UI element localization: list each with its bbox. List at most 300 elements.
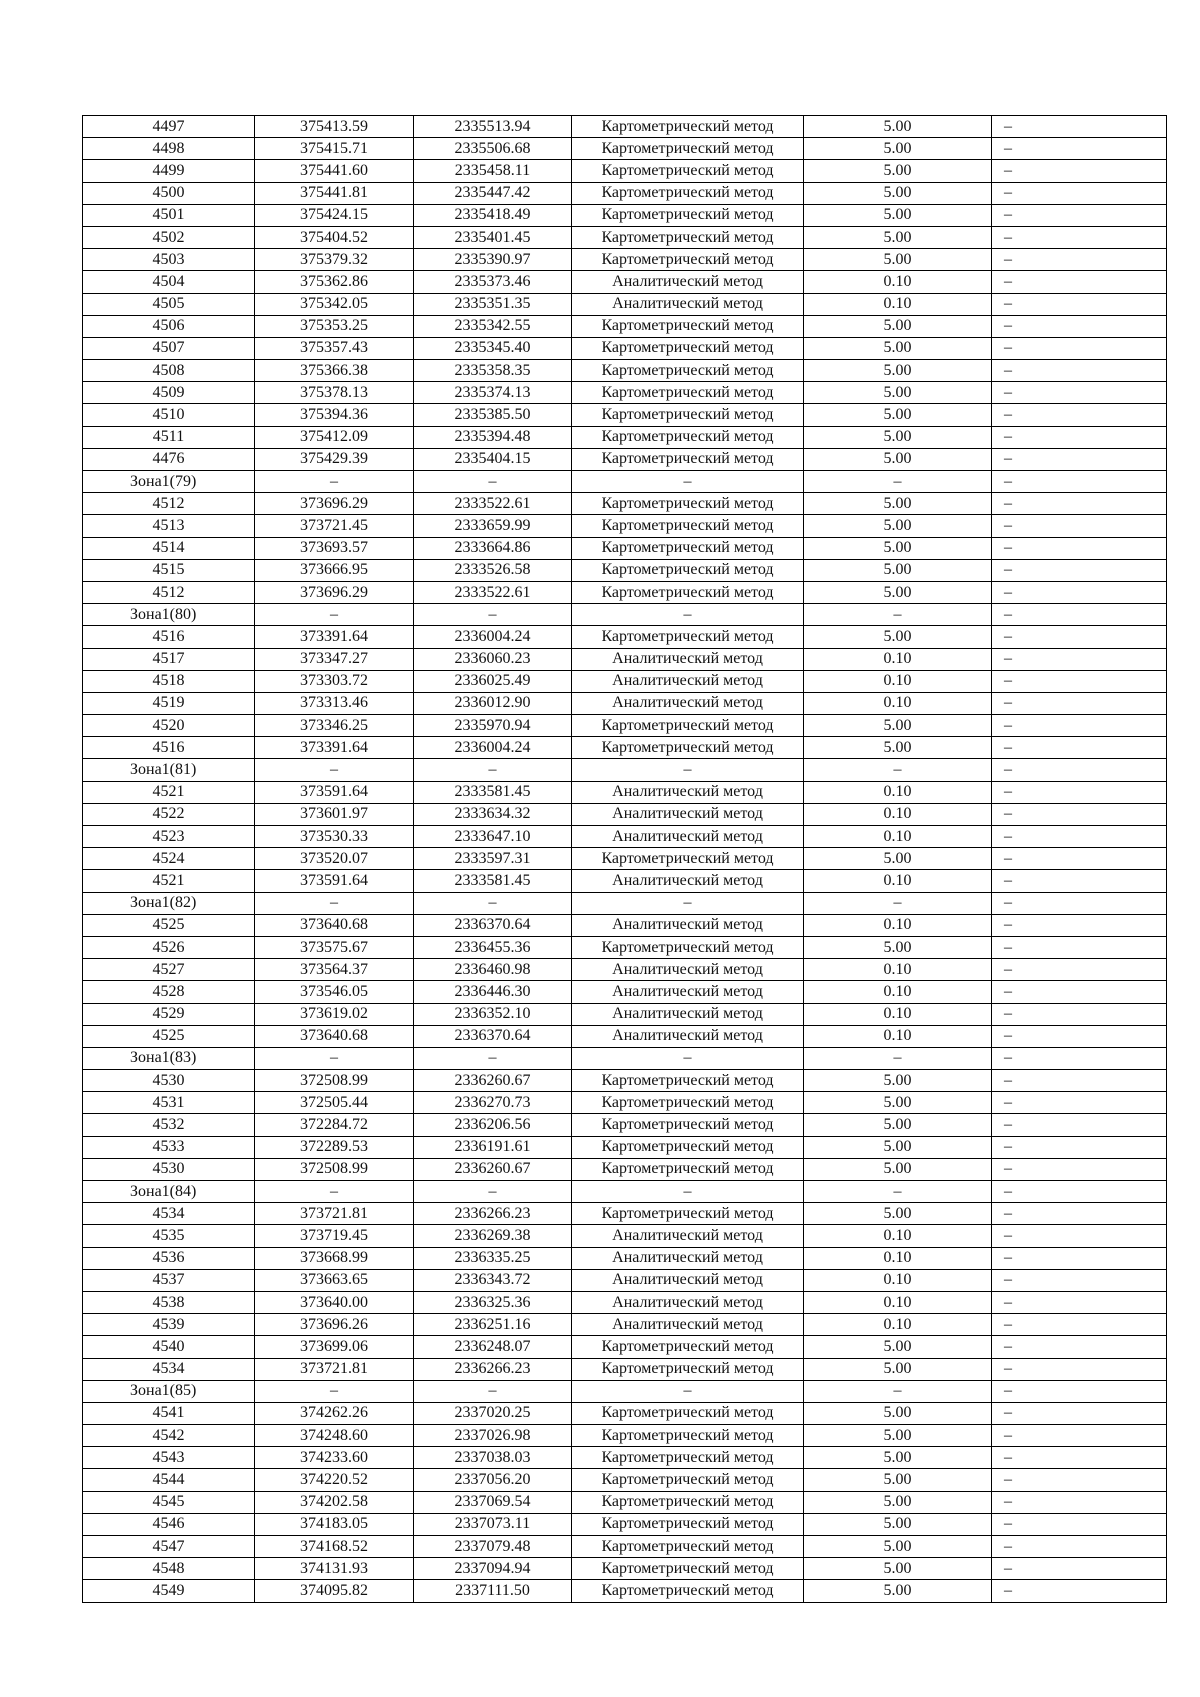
x-coordinate-cell: 373719.45 — [255, 1225, 414, 1247]
note-cell: – — [992, 1114, 1167, 1136]
x-coordinate-cell: 375379.32 — [255, 249, 414, 271]
note-cell: – — [992, 426, 1167, 448]
method-cell: – — [572, 892, 804, 914]
y-coordinate-cell: 2336191.61 — [414, 1136, 572, 1158]
table-row — [83, 1358, 1167, 1380]
method-cell: Аналитический метод — [572, 826, 804, 848]
x-coordinate-cell: 373391.64 — [255, 626, 414, 648]
point-number-cell: 4523 — [83, 826, 255, 848]
table-row — [83, 1291, 1167, 1313]
table-row — [83, 493, 1167, 515]
table-row — [83, 1580, 1167, 1602]
method-cell: Картометрический метод — [572, 493, 804, 515]
point-number-cell: 4537 — [83, 1269, 255, 1291]
note-cell: – — [992, 892, 1167, 914]
point-number-cell: 4525 — [83, 1025, 255, 1047]
method-cell: Картометрический метод — [572, 448, 804, 470]
x-coordinate-cell: 372505.44 — [255, 1092, 414, 1114]
accuracy-cell: 5.00 — [804, 1580, 992, 1602]
x-coordinate-cell: 375394.36 — [255, 404, 414, 426]
table-row — [83, 848, 1167, 870]
note-cell: – — [992, 226, 1167, 248]
table-row — [83, 404, 1167, 426]
y-coordinate-cell: 2335358.35 — [414, 360, 572, 382]
accuracy-cell: 5.00 — [804, 138, 992, 160]
method-cell: Картометрический метод — [572, 360, 804, 382]
point-number-cell: 4525 — [83, 914, 255, 936]
accuracy-cell: 5.00 — [804, 1469, 992, 1491]
point-number-cell: 4538 — [83, 1291, 255, 1313]
y-coordinate-cell: 2337038.03 — [414, 1447, 572, 1469]
table-body — [83, 116, 1167, 1603]
method-cell: Картометрический метод — [572, 226, 804, 248]
accuracy-cell: 0.10 — [804, 1314, 992, 1336]
y-coordinate-cell: 2335513.94 — [414, 116, 572, 138]
x-coordinate-cell: 375342.05 — [255, 293, 414, 315]
x-coordinate-cell: 373520.07 — [255, 848, 414, 870]
note-cell: – — [992, 692, 1167, 714]
note-cell: – — [992, 803, 1167, 825]
x-coordinate-cell: 374202.58 — [255, 1491, 414, 1513]
y-coordinate-cell: 2333597.31 — [414, 848, 572, 870]
y-coordinate-cell: 2336251.16 — [414, 1314, 572, 1336]
point-number-cell: 4511 — [83, 426, 255, 448]
y-coordinate-cell: 2337069.54 — [414, 1491, 572, 1513]
method-cell: Картометрический метод — [572, 249, 804, 271]
x-coordinate-cell: 375404.52 — [255, 226, 414, 248]
note-cell: – — [992, 471, 1167, 493]
point-number-cell: 4513 — [83, 515, 255, 537]
note-cell: – — [992, 1003, 1167, 1025]
table-row — [83, 138, 1167, 160]
method-cell: Аналитический метод — [572, 870, 804, 892]
table-row — [83, 670, 1167, 692]
note-cell: – — [992, 737, 1167, 759]
method-cell: – — [572, 1380, 804, 1402]
table-row — [83, 204, 1167, 226]
point-number-cell: 4499 — [83, 160, 255, 182]
table-row — [83, 1491, 1167, 1513]
method-cell: Картометрический метод — [572, 1158, 804, 1180]
x-coordinate-cell: 375413.59 — [255, 116, 414, 138]
note-cell: – — [992, 204, 1167, 226]
y-coordinate-cell: 2333634.32 — [414, 803, 572, 825]
y-coordinate-cell: – — [414, 604, 572, 626]
table-row — [83, 1269, 1167, 1291]
y-coordinate-cell: 2336012.90 — [414, 692, 572, 714]
point-number-cell: 4506 — [83, 315, 255, 337]
method-cell: Аналитический метод — [572, 1291, 804, 1313]
accuracy-cell: 0.10 — [804, 1247, 992, 1269]
point-number-cell: 4531 — [83, 1092, 255, 1114]
point-number-cell: 4512 — [83, 493, 255, 515]
note-cell: – — [992, 1047, 1167, 1069]
accuracy-cell: 0.10 — [804, 692, 992, 714]
method-cell: Аналитический метод — [572, 1269, 804, 1291]
note-cell: – — [992, 626, 1167, 648]
note-cell: – — [992, 493, 1167, 515]
table-row — [83, 1070, 1167, 1092]
note-cell: – — [992, 1380, 1167, 1402]
table-row — [83, 1025, 1167, 1047]
accuracy-cell: 0.10 — [804, 803, 992, 825]
x-coordinate-cell: 373303.72 — [255, 670, 414, 692]
x-coordinate-cell: 373530.33 — [255, 826, 414, 848]
note-cell: – — [992, 1070, 1167, 1092]
accuracy-cell: 5.00 — [804, 226, 992, 248]
y-coordinate-cell: 2335342.55 — [414, 315, 572, 337]
point-number-cell: Зона1(82) — [83, 892, 255, 914]
x-coordinate-cell: 373591.64 — [255, 781, 414, 803]
accuracy-cell: 5.00 — [804, 715, 992, 737]
point-number-cell: Зона1(79) — [83, 471, 255, 493]
note-cell: – — [992, 160, 1167, 182]
note-cell: – — [992, 604, 1167, 626]
note-cell: – — [992, 182, 1167, 204]
note-cell: – — [992, 537, 1167, 559]
table-row — [83, 1558, 1167, 1580]
point-number-cell: 4521 — [83, 781, 255, 803]
point-number-cell: 4534 — [83, 1203, 255, 1225]
x-coordinate-cell: 373619.02 — [255, 1003, 414, 1025]
x-coordinate-cell: 373721.81 — [255, 1358, 414, 1380]
note-cell: – — [992, 1225, 1167, 1247]
point-number-cell: Зона1(83) — [83, 1047, 255, 1069]
method-cell: Аналитический метод — [572, 1225, 804, 1247]
method-cell: Картометрический метод — [572, 404, 804, 426]
point-number-cell: 4505 — [83, 293, 255, 315]
accuracy-cell: 5.00 — [804, 182, 992, 204]
point-number-cell: 4549 — [83, 1580, 255, 1602]
table-row — [83, 626, 1167, 648]
point-number-cell: Зона1(80) — [83, 604, 255, 626]
method-cell: Картометрический метод — [572, 1469, 804, 1491]
method-cell: Аналитический метод — [572, 981, 804, 1003]
note-cell: – — [992, 1025, 1167, 1047]
note-cell: – — [992, 870, 1167, 892]
accuracy-cell: 5.00 — [804, 1114, 992, 1136]
point-number-cell: 4516 — [83, 737, 255, 759]
y-coordinate-cell: 2336455.36 — [414, 936, 572, 958]
y-coordinate-cell: 2335506.68 — [414, 138, 572, 160]
x-coordinate-cell: 373663.65 — [255, 1269, 414, 1291]
method-cell: – — [572, 604, 804, 626]
method-cell: Картометрический метод — [572, 138, 804, 160]
method-cell: – — [572, 471, 804, 493]
y-coordinate-cell: 2337073.11 — [414, 1513, 572, 1535]
x-coordinate-cell: 373699.06 — [255, 1336, 414, 1358]
note-cell: – — [992, 1580, 1167, 1602]
accuracy-cell: 5.00 — [804, 493, 992, 515]
accuracy-cell: 5.00 — [804, 848, 992, 870]
accuracy-cell: 5.00 — [804, 1203, 992, 1225]
point-number-cell: 4544 — [83, 1469, 255, 1491]
accuracy-cell: – — [804, 471, 992, 493]
accuracy-cell: 5.00 — [804, 448, 992, 470]
accuracy-cell: – — [804, 759, 992, 781]
accuracy-cell: 5.00 — [804, 426, 992, 448]
y-coordinate-cell: – — [414, 1047, 572, 1069]
method-cell: Картометрический метод — [572, 737, 804, 759]
point-number-cell: 4536 — [83, 1247, 255, 1269]
point-number-cell: 4502 — [83, 226, 255, 248]
y-coordinate-cell: 2336270.73 — [414, 1092, 572, 1114]
point-number-cell: 4545 — [83, 1491, 255, 1513]
method-cell: Аналитический метод — [572, 293, 804, 315]
x-coordinate-cell: 374220.52 — [255, 1469, 414, 1491]
x-coordinate-cell: – — [255, 1181, 414, 1203]
table-row — [83, 870, 1167, 892]
x-coordinate-cell: 373591.64 — [255, 870, 414, 892]
accuracy-cell: 0.10 — [804, 826, 992, 848]
method-cell: Картометрический метод — [572, 1425, 804, 1447]
note-cell: – — [992, 1469, 1167, 1491]
y-coordinate-cell: 2335373.46 — [414, 271, 572, 293]
zone-header-row — [83, 759, 1167, 781]
point-number-cell: 4535 — [83, 1225, 255, 1247]
y-coordinate-cell: 2333581.45 — [414, 870, 572, 892]
y-coordinate-cell: 2337111.50 — [414, 1580, 572, 1602]
note-cell: – — [992, 404, 1167, 426]
x-coordinate-cell: 374095.82 — [255, 1580, 414, 1602]
point-number-cell: 4527 — [83, 959, 255, 981]
method-cell: Картометрический метод — [572, 204, 804, 226]
note-cell: – — [992, 559, 1167, 581]
x-coordinate-cell: 372508.99 — [255, 1070, 414, 1092]
x-coordinate-cell: 375412.09 — [255, 426, 414, 448]
x-coordinate-cell: 374262.26 — [255, 1402, 414, 1424]
table-row — [83, 936, 1167, 958]
point-number-cell: 4516 — [83, 626, 255, 648]
y-coordinate-cell: 2337020.25 — [414, 1402, 572, 1424]
point-number-cell: 4543 — [83, 1447, 255, 1469]
accuracy-cell: – — [804, 1181, 992, 1203]
y-coordinate-cell: 2335385.50 — [414, 404, 572, 426]
y-coordinate-cell: 2335418.49 — [414, 204, 572, 226]
method-cell: Аналитический метод — [572, 271, 804, 293]
table-row — [83, 271, 1167, 293]
point-number-cell: 4515 — [83, 559, 255, 581]
x-coordinate-cell: 373668.99 — [255, 1247, 414, 1269]
note-cell: – — [992, 360, 1167, 382]
table-row — [83, 581, 1167, 603]
note-cell: – — [992, 581, 1167, 603]
note-cell: – — [992, 1513, 1167, 1535]
accuracy-cell: 5.00 — [804, 1136, 992, 1158]
method-cell: – — [572, 1181, 804, 1203]
accuracy-cell: 5.00 — [804, 1425, 992, 1447]
x-coordinate-cell: 372289.53 — [255, 1136, 414, 1158]
note-cell: – — [992, 715, 1167, 737]
point-number-cell: 4517 — [83, 648, 255, 670]
point-number-cell: 4526 — [83, 936, 255, 958]
y-coordinate-cell: 2337079.48 — [414, 1536, 572, 1558]
y-coordinate-cell: 2335390.97 — [414, 249, 572, 271]
method-cell: Картометрический метод — [572, 1491, 804, 1513]
y-coordinate-cell: 2333581.45 — [414, 781, 572, 803]
method-cell: Картометрический метод — [572, 315, 804, 337]
note-cell: – — [992, 1402, 1167, 1424]
point-number-cell: 4519 — [83, 692, 255, 714]
x-coordinate-cell: – — [255, 892, 414, 914]
accuracy-cell: 0.10 — [804, 914, 992, 936]
x-coordinate-cell: 373693.57 — [255, 537, 414, 559]
x-coordinate-cell: 373546.05 — [255, 981, 414, 1003]
x-coordinate-cell: 374233.60 — [255, 1447, 414, 1469]
y-coordinate-cell: 2335374.13 — [414, 382, 572, 404]
y-coordinate-cell: 2335970.94 — [414, 715, 572, 737]
y-coordinate-cell: 2336004.24 — [414, 737, 572, 759]
y-coordinate-cell: 2335345.40 — [414, 337, 572, 359]
accuracy-cell: 5.00 — [804, 160, 992, 182]
y-coordinate-cell: 2336004.24 — [414, 626, 572, 648]
accuracy-cell: 5.00 — [804, 581, 992, 603]
note-cell: – — [992, 1158, 1167, 1180]
y-coordinate-cell: 2335401.45 — [414, 226, 572, 248]
point-number-cell: 4532 — [83, 1114, 255, 1136]
note-cell: – — [992, 914, 1167, 936]
y-coordinate-cell: 2335447.42 — [414, 182, 572, 204]
note-cell: – — [992, 981, 1167, 1003]
table-row — [83, 1158, 1167, 1180]
method-cell: Картометрический метод — [572, 1070, 804, 1092]
point-number-cell: Зона1(85) — [83, 1380, 255, 1402]
point-number-cell: 4514 — [83, 537, 255, 559]
table-row — [83, 315, 1167, 337]
table-row — [83, 914, 1167, 936]
y-coordinate-cell: 2337094.94 — [414, 1558, 572, 1580]
table-row — [83, 515, 1167, 537]
y-coordinate-cell: 2336325.36 — [414, 1291, 572, 1313]
method-cell: Аналитический метод — [572, 803, 804, 825]
point-number-cell: 4522 — [83, 803, 255, 825]
x-coordinate-cell: 373313.46 — [255, 692, 414, 714]
note-cell: – — [992, 1491, 1167, 1513]
x-coordinate-cell: 373391.64 — [255, 737, 414, 759]
table-row — [83, 160, 1167, 182]
accuracy-cell: – — [804, 1047, 992, 1069]
x-coordinate-cell: 373347.27 — [255, 648, 414, 670]
accuracy-cell: – — [804, 604, 992, 626]
note-cell: – — [992, 116, 1167, 138]
x-coordinate-cell: 375441.81 — [255, 182, 414, 204]
note-cell: – — [992, 1203, 1167, 1225]
x-coordinate-cell: 375366.38 — [255, 360, 414, 382]
y-coordinate-cell: 2336370.64 — [414, 1025, 572, 1047]
method-cell: Картометрический метод — [572, 1580, 804, 1602]
point-number-cell: 4521 — [83, 870, 255, 892]
table-row — [83, 1447, 1167, 1469]
note-cell: – — [992, 670, 1167, 692]
table-row — [83, 226, 1167, 248]
note-cell: – — [992, 1336, 1167, 1358]
method-cell: Картометрический метод — [572, 1092, 804, 1114]
x-coordinate-cell: 373601.97 — [255, 803, 414, 825]
accuracy-cell: 5.00 — [804, 515, 992, 537]
x-coordinate-cell: 375429.39 — [255, 448, 414, 470]
accuracy-cell: 5.00 — [804, 315, 992, 337]
accuracy-cell: – — [804, 1380, 992, 1402]
note-cell: – — [992, 826, 1167, 848]
method-cell: Картометрический метод — [572, 515, 804, 537]
table-row — [83, 249, 1167, 271]
y-coordinate-cell: – — [414, 892, 572, 914]
note-cell: – — [992, 1092, 1167, 1114]
accuracy-cell: 5.00 — [804, 936, 992, 958]
accuracy-cell: 5.00 — [804, 737, 992, 759]
x-coordinate-cell: 373640.68 — [255, 914, 414, 936]
y-coordinate-cell: 2333526.58 — [414, 559, 572, 581]
point-number-cell: 4501 — [83, 204, 255, 226]
x-coordinate-cell: 372508.99 — [255, 1158, 414, 1180]
note-cell: – — [992, 1247, 1167, 1269]
method-cell: Картометрический метод — [572, 1336, 804, 1358]
note-cell: – — [992, 515, 1167, 537]
accuracy-cell: 5.00 — [804, 249, 992, 271]
zone-header-row — [83, 1047, 1167, 1069]
y-coordinate-cell: 2335394.48 — [414, 426, 572, 448]
table-row — [83, 1247, 1167, 1269]
x-coordinate-cell: 373575.67 — [255, 936, 414, 958]
x-coordinate-cell: 373640.00 — [255, 1291, 414, 1313]
method-cell: Картометрический метод — [572, 116, 804, 138]
table-row — [83, 1092, 1167, 1114]
accuracy-cell: 5.00 — [804, 404, 992, 426]
note-cell: – — [992, 1558, 1167, 1580]
method-cell: Аналитический метод — [572, 648, 804, 670]
table-row — [83, 981, 1167, 1003]
y-coordinate-cell: 2336266.23 — [414, 1358, 572, 1380]
table-row — [83, 448, 1167, 470]
zone-header-row — [83, 604, 1167, 626]
y-coordinate-cell: 2336460.98 — [414, 959, 572, 981]
x-coordinate-cell: 374183.05 — [255, 1513, 414, 1535]
x-coordinate-cell: 373564.37 — [255, 959, 414, 981]
method-cell: Картометрический метод — [572, 1447, 804, 1469]
y-coordinate-cell: 2336248.07 — [414, 1336, 572, 1358]
table-row — [83, 692, 1167, 714]
table-row — [83, 803, 1167, 825]
method-cell: Картометрический метод — [572, 160, 804, 182]
y-coordinate-cell: – — [414, 1181, 572, 1203]
x-coordinate-cell: 374168.52 — [255, 1536, 414, 1558]
method-cell: Аналитический метод — [572, 1025, 804, 1047]
note-cell: – — [992, 1447, 1167, 1469]
table-row — [83, 781, 1167, 803]
accuracy-cell: 5.00 — [804, 1491, 992, 1513]
x-coordinate-cell: 375378.13 — [255, 382, 414, 404]
method-cell: Аналитический метод — [572, 914, 804, 936]
accuracy-cell: 0.10 — [804, 293, 992, 315]
note-cell: – — [992, 781, 1167, 803]
table-row — [83, 182, 1167, 204]
note-cell: – — [992, 759, 1167, 781]
y-coordinate-cell: 2336446.30 — [414, 981, 572, 1003]
note-cell: – — [992, 1136, 1167, 1158]
accuracy-cell: 5.00 — [804, 559, 992, 581]
note-cell: – — [992, 1358, 1167, 1380]
method-cell: Картометрический метод — [572, 559, 804, 581]
method-cell: Аналитический метод — [572, 959, 804, 981]
x-coordinate-cell: 373696.29 — [255, 581, 414, 603]
y-coordinate-cell: 2336269.38 — [414, 1225, 572, 1247]
x-coordinate-cell: – — [255, 759, 414, 781]
note-cell: – — [992, 315, 1167, 337]
accuracy-cell: 5.00 — [804, 1092, 992, 1114]
point-number-cell: 4518 — [83, 670, 255, 692]
x-coordinate-cell: 375353.25 — [255, 315, 414, 337]
table-row — [83, 426, 1167, 448]
